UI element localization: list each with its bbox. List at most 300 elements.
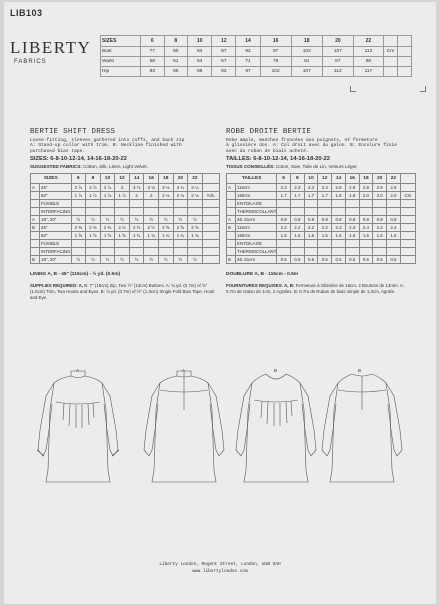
english-instructions [30,128,216,264]
table-cell: 80 [164,47,188,57]
table-cell: ½ [86,216,101,224]
table-cell: 102 [260,67,291,77]
table-cell [173,200,188,208]
table-row [31,256,220,264]
table-cell [318,240,332,248]
table-row [101,67,412,77]
french-instructions [226,128,412,264]
unit-cell [400,224,415,232]
table-cell [159,248,174,256]
width-cell: 18", 20" [40,256,72,264]
table-cell [86,240,101,248]
footer-website[interactable]: www.libertylondon.com [192,569,248,574]
unit-cell [384,57,398,67]
table-header-cell: TAILLES [227,174,277,184]
table-cell: 1 ¾ [173,232,188,240]
unit-cell [202,216,219,224]
table-cell [345,240,359,248]
table-cell: 1.6 [332,232,346,240]
table-header-cell: 20 [173,174,188,184]
table-header-cell: 10 [100,174,115,184]
width-cell: 45" [40,184,72,192]
table-cell: 1.7 [291,192,305,200]
view-cell: A [227,184,236,192]
table-cell [304,200,318,208]
table-cell: 1 ¾ [144,232,159,240]
table-cell [173,240,188,248]
unit-cell [400,256,415,264]
table-cell: 0.5 [387,256,401,264]
table-cell [291,240,305,248]
sizes-line: TAILLES: 6-8-10-12-14, 14-16-18-20-22 [226,156,330,163]
yardage-table [226,173,416,264]
table-cell [387,200,401,208]
table-cell: 87 [212,47,236,57]
width-cell: 115cm [236,224,277,232]
unit-cell [202,184,219,192]
table-cell [129,208,144,216]
table-row [31,232,220,240]
unit-cell [400,232,415,240]
table-cell: 3 ⅛ [159,184,174,192]
table-cell: 92 [236,47,260,57]
width-cell: 46, 51cm [236,216,277,224]
table-header-cell [398,36,412,47]
table-cell: 0.5 [373,256,387,264]
width-cell: FUSIBLE [40,240,72,248]
table-cell [387,208,401,216]
supplies-info [30,283,216,301]
table-header-cell: 12 [318,174,332,184]
table-row [31,184,220,192]
table-cell: 2 ⅛ [173,192,188,200]
supplies-label: SUPPLIES REQUIRED: A, [30,283,84,288]
crop-mark [420,86,426,92]
table-cell [115,240,130,248]
table-cell: 2.3 [277,184,291,192]
table-cell: 112 [353,47,383,57]
table-cell: 61 [164,57,188,67]
table-header-cell: SIZES [31,174,72,184]
table-cell: 2.4 [359,224,373,232]
width-cell: 60" [40,232,72,240]
view-cell: B [31,224,40,232]
table-cell: 2 ½ [144,224,159,232]
table-header-cell: 20 [373,174,387,184]
table-cell: ½ [115,256,130,264]
unit-cell: Cm [400,192,415,200]
table-cell: ½ [173,256,188,264]
table-cell: 58 [141,57,165,67]
table-header-cell: SIZES [101,36,141,47]
width-cell: 45" [40,224,72,232]
suggested-fabrics [30,164,210,169]
table-row [227,216,416,224]
unit-cell [384,67,398,77]
table-cell: 81 [291,57,322,67]
view-cell [227,240,236,248]
table-row [31,224,220,232]
table-cell: 2 ⅛ [188,192,203,200]
view-cell: A [31,184,40,192]
table-cell: 2 ⅞ [71,184,86,192]
lining-info: LINING A, B - 45" (115cm) - ½ yd. (0.5m) [30,272,121,277]
table-header-cell: 16 [260,36,291,47]
table-header-cell: 18 [159,174,174,184]
supplies-text: Fermeture à Glissière de 18cm, 2 Boutons de 13mm. A: 0.7m de Galon de 1cm, 2 Agrafes. B: 0.7m de Ruban de biais simple de 1.3cm, Agrafe. [226,283,404,294]
table-cell: 2.4 [387,224,401,232]
table-header-cell: 22 [188,174,203,184]
table-cell [291,208,305,216]
table-cell [373,248,387,256]
table-header-cell: 20 [322,36,353,47]
table-cell: 2.3 [345,224,359,232]
view-cell [227,248,236,256]
table-cell [277,208,291,216]
width-cell: INTERFACING [41,249,71,255]
table-cell: ½ [159,256,174,264]
view-cell [227,192,236,200]
fabrics-text: Coton, Soie, Toile de Lin, Velours Léger. [276,164,358,170]
table-header-cell: 18 [291,36,322,47]
table-cell [304,240,318,248]
table-header-cell: 22 [387,174,401,184]
table-cell: 67 [212,57,236,67]
width-cell: FUSIBLE [40,200,72,208]
view-cell [31,208,40,216]
width-cell: 18", 20" [40,216,72,224]
table-cell: 1.7 [318,192,332,200]
view-cell: A [227,216,236,224]
table-cell: 2.2 [291,224,305,232]
table-row [227,232,416,240]
table-cell: 117 [353,67,383,77]
table-cell: 2.4 [373,224,387,232]
table-cell [173,248,188,256]
unit-cell [400,248,415,256]
table-cell: 3 [115,184,130,192]
table-cell [144,240,159,248]
width-cell: 150cm [236,192,277,200]
table-cell: 87 [322,57,353,67]
table-cell [129,240,144,248]
table-cell: ½ [173,216,188,224]
table-cell [277,200,291,208]
table-cell: 1.8 [332,192,346,200]
table-row [31,248,220,256]
table-cell: 2 ⅝ [159,224,174,232]
table-header-cell: 14 [129,174,144,184]
table-cell: 76 [260,57,291,67]
table-cell [144,248,159,256]
table-cell: 0.8 [304,216,318,224]
table-cell [318,208,332,216]
unit-cell [400,216,415,224]
table-cell [304,208,318,216]
table-cell [332,200,346,208]
table-cell: 1 ⅞ [115,192,130,200]
table-cell: 1 ⅞ [71,192,86,200]
table-cell [115,208,130,216]
table-cell [86,248,101,256]
table-header-cell: 10 [188,36,212,47]
table-row [227,192,416,200]
table-cell: 1 ⅝ [71,232,86,240]
table-cell [359,248,373,256]
table-row [31,192,220,200]
table-cell [318,248,332,256]
table-cell: 2.9 [345,184,359,192]
supplies-text: B: 7" (18cm) Zip, Two ½" (13cm) Buttons. A: ¾ yd. (0.7m) of ⅝" (1.5cm) Trim, Two Hooks and Eyes. B: ⅞ yd. (0.7m) of ½" (1.3cm) Single Fold Bias Tape, Hook and Eye. [30,283,215,300]
table-cell: 3 ¼ [173,184,188,192]
table-cell: ½ [188,216,203,224]
table-header-cell: 14 [236,36,260,47]
supplies-label: FOURNITURES REQUISES: A, B: [226,283,295,288]
table-cell: 2.3 [332,224,346,232]
table-cell: ½ [129,256,144,264]
body-measurements-table [100,35,412,77]
unit-cell [400,240,415,248]
table-cell [332,248,346,256]
table-cell [345,208,359,216]
unit-cell [202,256,219,264]
table-cell: 77 [141,47,165,57]
table-cell [100,208,115,216]
table-header-cell [202,174,219,184]
table-cell: 2.9 [359,184,373,192]
supplies-info [226,283,412,295]
unit-cell [202,232,219,240]
table-cell [159,200,174,208]
table-cell: 1.5 [277,232,291,240]
table-cell: 3 ⅛ [129,184,144,192]
table-header-cell: 6 [71,174,86,184]
table-row [227,208,416,216]
table-cell: 2 ⅜ [100,224,115,232]
table-cell: 2 ⅝ [188,224,203,232]
table-cell [188,248,203,256]
table-cell [373,200,387,208]
table-cell: 96 [353,57,383,67]
unit-cell [202,208,219,216]
view-cell [227,208,236,216]
table-cell: 102 [291,47,322,57]
yardage-table [30,173,220,264]
table-cell: 2 ⅜ [71,224,86,232]
unit-cell [202,200,219,208]
table-header-cell: 12 [212,36,236,47]
table-cell [291,248,305,256]
table-cell: 107 [291,67,322,77]
table-cell [373,208,387,216]
table-header-cell: 8 [164,36,188,47]
table-cell: 83 [141,67,165,77]
fabrics-label: SUGGESTED FABRICS: [30,164,82,170]
table-cell: 2.3 [304,184,318,192]
table-cell [173,208,188,216]
table-cell: 2.3 [318,184,332,192]
view-label: A [76,368,80,373]
table-cell: ½ [144,256,159,264]
table-cell: 1.7 [277,192,291,200]
table-header-row [227,174,416,184]
table-cell: 1 ⅝ [115,232,130,240]
table-row [31,208,220,216]
view-cell [227,200,236,208]
table-cell: ½ [188,256,203,264]
view-cell [31,240,40,248]
unit-cell: Cm [384,47,398,57]
table-cell [188,208,203,216]
table-header-cell: 8 [291,174,305,184]
table-cell: 0.5 [345,256,359,264]
width-cell: ENTOILAGE [236,200,277,208]
table-cell: ½ [144,216,159,224]
table-cell: 2 ⅞ [100,184,115,192]
table-cell: 1 ¾ [188,232,203,240]
description-line: Loose-fitting, sleeves gathered into cuffs, and back zip [30,138,185,143]
table-cell: 1.6 [387,232,401,240]
dress-sketch-b-back [314,370,410,490]
unit-cell [202,240,219,248]
table-cell: 2.8 [332,184,346,192]
pattern-envelope-back [4,2,436,604]
table-cell: 2.2 [318,224,332,232]
table-cell: 1 ¾ [129,232,144,240]
view-cell [31,232,40,240]
table-cell: 2 ⅛ [159,192,174,200]
table-cell: 3 ⅛ [144,184,159,192]
table-cell: ½ [100,256,115,264]
table-cell [398,57,412,67]
table-cell [359,240,373,248]
view-label: A [182,368,186,373]
table-cell [304,248,318,256]
table-cell [100,200,115,208]
table-header-cell: 16 [144,174,159,184]
suggested-fabrics [226,164,406,169]
table-cell: 0.5 [359,256,373,264]
view-cell: B [227,256,236,264]
table-row [101,47,412,57]
view-label: B [358,368,362,373]
table-cell: 92 [212,67,236,77]
table-cell: 1.8 [345,192,359,200]
table-cell [159,208,174,216]
table-cell [115,248,130,256]
row-label: Waist [101,57,141,67]
row-label: Hip [101,67,141,77]
table-cell: 83 [188,47,212,57]
table-cell [387,240,401,248]
table-cell: 1 ¾ [159,232,174,240]
brand-logo: LIBERTY [10,38,92,57]
table-cell [277,240,291,248]
table-cell [318,200,332,208]
table-cell: 64 [188,57,212,67]
pattern-description [226,138,406,154]
table-cell: 2.2 [304,224,318,232]
table-cell: 2 ⅞ [86,184,101,192]
table-cell: 1 ⅞ [86,192,101,200]
table-cell [115,200,130,208]
table-cell [71,200,86,208]
table-cell: 1 ⅝ [86,232,101,240]
table-cell [188,200,203,208]
width-cell: ENTOILAGE [236,240,277,248]
table-cell [398,67,412,77]
fabrics-label: TISSUS CONSEILLÉS: [226,164,275,170]
table-cell: 2.0 [387,192,401,200]
table-cell [71,240,86,248]
table-cell: 0.8 [277,216,291,224]
pattern-code: LIB103 [10,8,43,18]
table-cell: ½ [115,216,130,224]
table-cell [387,248,401,256]
table-header-cell: 6 [277,174,291,184]
dress-sketch-b-front [228,370,324,490]
table-cell: 2.9 [387,184,401,192]
view-cell [31,192,40,200]
table-cell: 0.5 [291,256,305,264]
table-cell: 2 [144,192,159,200]
table-cell: 3 ¼ [188,184,203,192]
table-header-cell [384,36,398,47]
table-header-row [101,36,412,47]
table-cell: ½ [71,256,86,264]
table-cell [71,248,86,256]
table-cell [129,200,144,208]
view-cell: A [31,216,40,224]
table-row [227,184,416,192]
view-label: B [274,368,278,373]
table-cell: 0.5 [304,256,318,264]
table-row [31,200,220,208]
table-cell [129,248,144,256]
pattern-description [30,138,210,154]
table-cell: ½ [159,216,174,224]
table-cell: 1 ⅝ [100,232,115,240]
table-row [101,57,412,67]
view-cell: B [31,256,40,264]
table-cell: 1.5 [318,232,332,240]
table-row [227,248,416,256]
table-row [227,224,416,232]
table-row [31,240,220,248]
table-cell: 2.9 [373,184,387,192]
table-cell [100,248,115,256]
table-cell [332,208,346,216]
description-line: purchased bias tape. [30,148,86,154]
table-cell: 2.0 [359,192,373,200]
table-row [31,216,220,224]
table-cell: 71 [236,57,260,67]
table-cell [277,248,291,256]
unit-cell [202,224,219,232]
width-cell: THERMOCOLLANT [237,209,277,215]
table-cell [71,208,86,216]
lining-info: DOUBLURE A, B - 115cm - 0.5m [226,272,299,277]
table-cell: 2 [129,192,144,200]
description-line: A: Stand-up collar with trim. B: Neckline finished with [30,143,182,149]
table-cell [86,200,101,208]
table-cell [345,248,359,256]
table-cell: ½ [86,256,101,264]
unit-cell: Yds. [202,192,219,200]
table-cell: 0.5 [332,256,346,264]
table-cell: ½ [100,216,115,224]
table-cell: 0.5 [277,256,291,264]
